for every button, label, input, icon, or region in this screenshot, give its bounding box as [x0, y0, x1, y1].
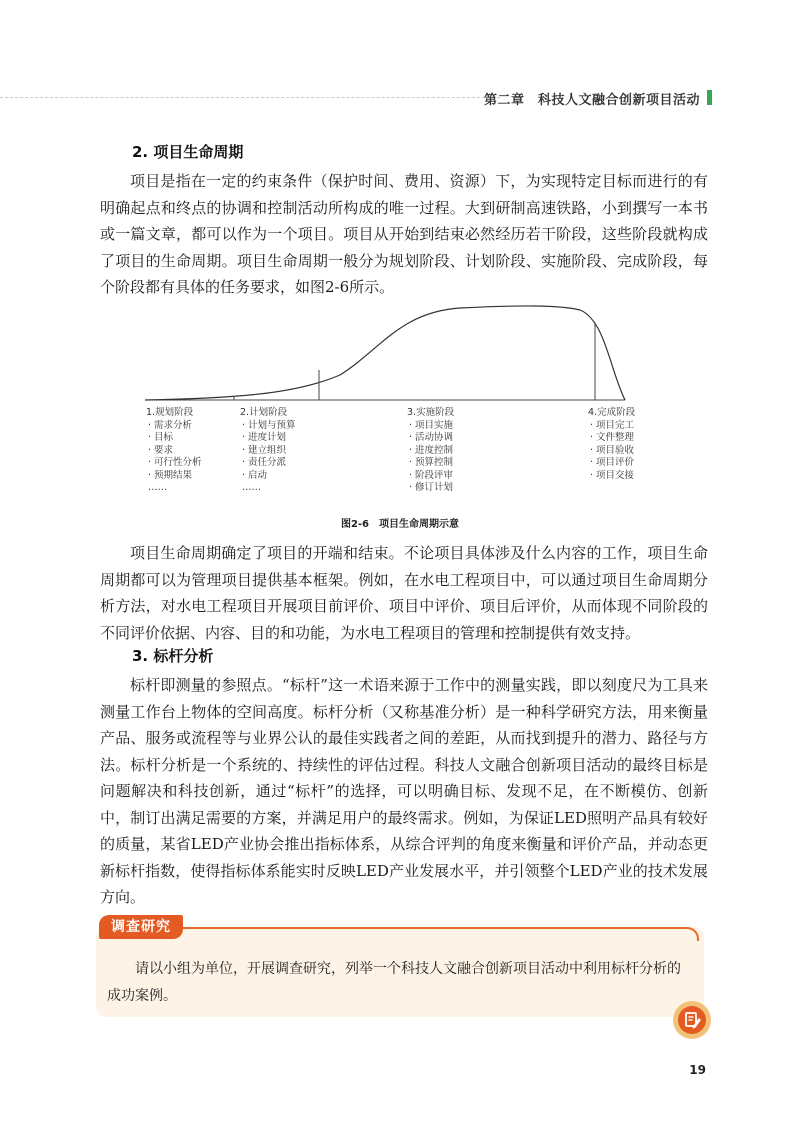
stage-completion	[588, 407, 635, 482]
paragraph-lifecycle-framework: 项目生命周期确定了项目的开端和结束。不论项目具体涉及什么内容的工作，项目生命周期都可以为管理项目提供基本框架。例如，在水电工程项目中，可以通过项目生命周期分析方法，对水电工程项目开展项目前评价、项目中评价、项目后评价，从而体现不同阶段的不同评价依据、内容、目的和功能，为水电工程项目的管理和控制提供有效支持。	[100, 544, 708, 642]
stage-item: · 进度计划	[242, 432, 287, 443]
stage-item: · 建立组织	[242, 444, 287, 456]
stage-item: · 项目验收	[590, 444, 635, 456]
stage-item: · 预算控制	[409, 457, 454, 468]
stage-item: · 目标	[148, 432, 174, 443]
lifecycle-curve	[145, 306, 625, 400]
lifecycle-figure	[100, 300, 708, 506]
stage-item: · 预期结果	[148, 469, 193, 481]
paragraph-lifecycle-intro: 项目是指在一定的约束条件（保护时间、费用、资源）下，为实现特定目标而进行的有明确起点和终点的协调和控制活动所构成的唯一过程。大到研制高速铁路，小到撰写一本书或一篇文章，都可以作为一个项目。项目从开始到结束必然经历若干阶段，这些阶段就构成了项目的生命周期。项目生命周期一般分为规划阶段、计划阶段、实施阶段、完成阶段，每个阶段都有具体的任务要求，如图2-6所示。	[100, 172, 708, 296]
stage-item: · 阶段评审	[409, 469, 454, 481]
survey-prompt-text: 请以小组为单位，开展调查研究，列举一个科技人文融合创新项目活动中利用标杆分析的成功案例。	[107, 961, 681, 1004]
stage-item: · 项目交接	[590, 469, 635, 481]
stage-item: · 需求分析	[148, 419, 193, 431]
stage-item: · 项目完工	[590, 419, 635, 431]
survey-tag-label: 调查研究	[99, 915, 183, 939]
stage-implementation	[407, 407, 454, 495]
figure-caption: 图2-6 项目生命周期示意	[340, 519, 460, 530]
header-rule	[0, 97, 500, 98]
stage-item: · 项目评价	[590, 457, 635, 468]
stage-planning	[146, 407, 202, 495]
stage-item: ……	[242, 482, 261, 493]
stage-item: · 修订计划	[409, 482, 454, 493]
pen-note-icon-inner	[678, 1006, 706, 1034]
paragraph-benchmarking: 标杆即测量的参照点。“标杆”这一术语来源于工作中的测量实践，即以刻度尺为工具来测量工作台上物体的空间高度。标杆分析（又称基准分析）是一种科学研究方法，用来衡量产品、服务或流程等与业界公认的最佳实践者之间的差距，从而找到提升的潜力、路径与方法。标杆分析是一个系统的、持续性的评估过程。科技人文融合创新项目活动的最终目标是问题解决和科技创新，通过“标杆”的选择，可以明确目标、发现不足，在不断模仿、创新中，制订出满足需要的方案，并满足用户的最终需求。例如，为保证LED照明产品具有较好的质量，某省LED产业协会推出指标体系，从综合评判的角度来衡量和评价产品，并动态更新标杆指数，使得指标体系能实时反映LED产业发展水平，并引领整个LED产业的技术发展方向。	[100, 676, 708, 906]
survey-callout-border	[175, 927, 699, 941]
section-heading-lifecycle: 2. 项目生命周期	[132, 143, 244, 161]
stage-title: 1.规划阶段	[146, 407, 194, 418]
stage-item: · 责任分派	[242, 457, 287, 468]
stage-item: · 项目实施	[409, 419, 454, 431]
stage-title: 4.完成阶段	[588, 407, 636, 418]
pen-note-glyph	[678, 1006, 706, 1034]
lifecycle-curve-diagram	[100, 300, 708, 406]
page-number: 19	[689, 1063, 706, 1077]
stage-scheduling	[240, 407, 296, 495]
stage-item: · 活动协调	[409, 432, 454, 443]
stage-item: · 进度控制	[409, 444, 454, 456]
stage-item: · 要求	[148, 444, 174, 456]
stage-item: · 计划与预算	[242, 419, 296, 431]
stage-item: ……	[148, 482, 167, 493]
stage-title: 3.实施阶段	[407, 407, 455, 418]
pen-note-icon	[673, 1001, 711, 1039]
stage-item: · 可行性分析	[148, 457, 202, 468]
header-accent-bar	[707, 90, 712, 105]
section-heading-benchmarking: 3. 标杆分析	[132, 647, 214, 665]
chapter-header: 第二章 科技人文融合创新项目活动	[483, 93, 700, 108]
stage-title: 2.计划阶段	[240, 407, 288, 418]
stage-item: · 文件整理	[590, 432, 635, 443]
stage-item: · 启动	[242, 469, 268, 481]
